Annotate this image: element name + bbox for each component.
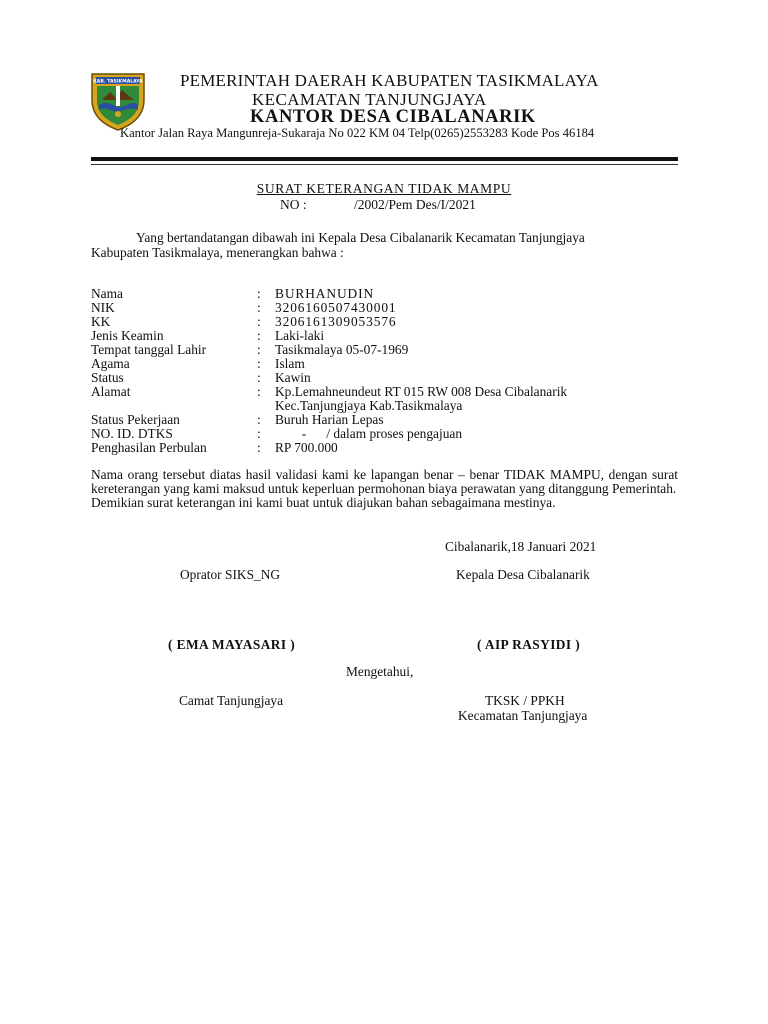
village-head-signatory-name: ( AIP RASYIDI ) [477,637,581,652]
letterhead-divider-thick [91,157,678,161]
letterhead-divider-thin [91,164,678,165]
svg-text:KAB. TASIKMALAYA: KAB. TASIKMALAYA [93,79,143,85]
identity-separator: : [257,384,261,399]
operator-signatory-title: Oprator SIKS_NG [180,567,281,582]
identity-separator: : [257,370,261,385]
acknowledged-label: Mengetahui, [346,664,414,679]
identity-separator: : [257,300,261,315]
identity-label: NIK [91,300,115,315]
identity-separator: : [257,356,261,371]
document-number-label: NO : [280,197,307,212]
identity-value: Tasikmalaya 05-07-1969 [275,342,409,357]
intro-line-2: Kabupaten Tasikmalaya, menerangkan bahwa : [91,245,344,260]
intro-line-1: Yang bertandatangan dibawah ini Kepala Desa Cibalanarik Kecamatan Tanjungjaya [136,230,585,245]
identity-value: Buruh Harian Lepas [275,412,384,427]
identity-value: 3206160507430001 [275,300,397,315]
identity-label: Jenis Keamin [91,328,164,343]
identity-value: 3206161309053576 [275,314,397,329]
identity-label: Tempat tanggal Lahir [91,342,207,357]
regency-emblem-logo [88,70,148,132]
statement-closing: Demikian surat keterangan ini kami buat untuk diajukan bahan sebagaimana mestinya. [91,495,556,511]
identity-label: Nama [91,286,123,301]
identity-label: Alamat [91,384,131,399]
document-number [280,197,476,213]
tksk-ppkh-title: TKSK / PPKH [485,693,565,708]
identity-separator: : [257,426,261,441]
identity-value: Kp.Lemahneundeut RT 015 RW 008 Desa Cibalanarik [275,384,568,399]
identity-label: Penghasilan Perbulan [91,440,207,455]
identity-value: RP 700.000 [275,440,338,455]
subdistrict-head-title: Camat Tanjungjaya [179,693,284,708]
identity-value: BURHANUDIN [275,286,375,301]
identity-label: Status Pekerjaan [91,412,180,427]
identity-separator: : [257,412,261,427]
document-number-value: /2002/Pem Des/I/2021 [354,197,476,212]
letterhead-government: PEMERINTAH DAERAH KABUPATEN TASIKMALAYA [180,71,599,90]
place-and-date: Cibalanarik,18 Januari 2021 [445,539,597,554]
identity-value: Islam [275,356,305,371]
letterhead-address: Kantor Jalan Raya Mangunreja-Sukaraja No 022 KM 04 Telp(0265)2553283 Kode Pos 46184 [120,126,595,140]
identity-separator: : [257,314,261,329]
letterhead-district: KECAMATAN TANJUNGJAYA [252,90,487,109]
identity-separator: : [257,328,261,343]
identity-label: NO. ID. DTKS [91,426,173,441]
operator-signatory-name: ( EMA MAYASARI ) [168,637,296,652]
identity-value: Kawin [275,370,311,385]
identity-label: Status [91,370,124,385]
identity-separator: : [257,440,261,455]
document-title [0,181,768,197]
identity-label: Agama [91,356,130,371]
identity-value: - / dalam proses pengajuan [275,426,463,441]
statement-paragraph [91,468,678,511]
document-title-text: SURAT KETERANGAN TIDAK MAMPU [256,181,512,196]
tksk-ppkh-subdistrict: Kecamatan Tanjungjaya [458,708,588,723]
identity-label: KK [91,314,111,329]
identity-separator: : [257,342,261,357]
letterhead-village-office: KANTOR DESA CIBALANARIK [250,107,536,127]
statement-validation: Nama orang tersebut diatas hasil validasi kami ke lapangan benar – benar TIDAK MAMPU, dengan surat kereterangan yang kami maksud untuk keperluan permohonan biaya perawatan yang ditanggung Pemerintah. [91,467,678,497]
identity-value: Kec.Tanjungjaya Kab.Tasikmalaya [275,398,463,413]
village-head-signatory-title: Kepala Desa Cibalanarik [456,567,590,582]
identity-separator: : [257,286,261,301]
identity-value: Laki-laki [275,328,325,343]
